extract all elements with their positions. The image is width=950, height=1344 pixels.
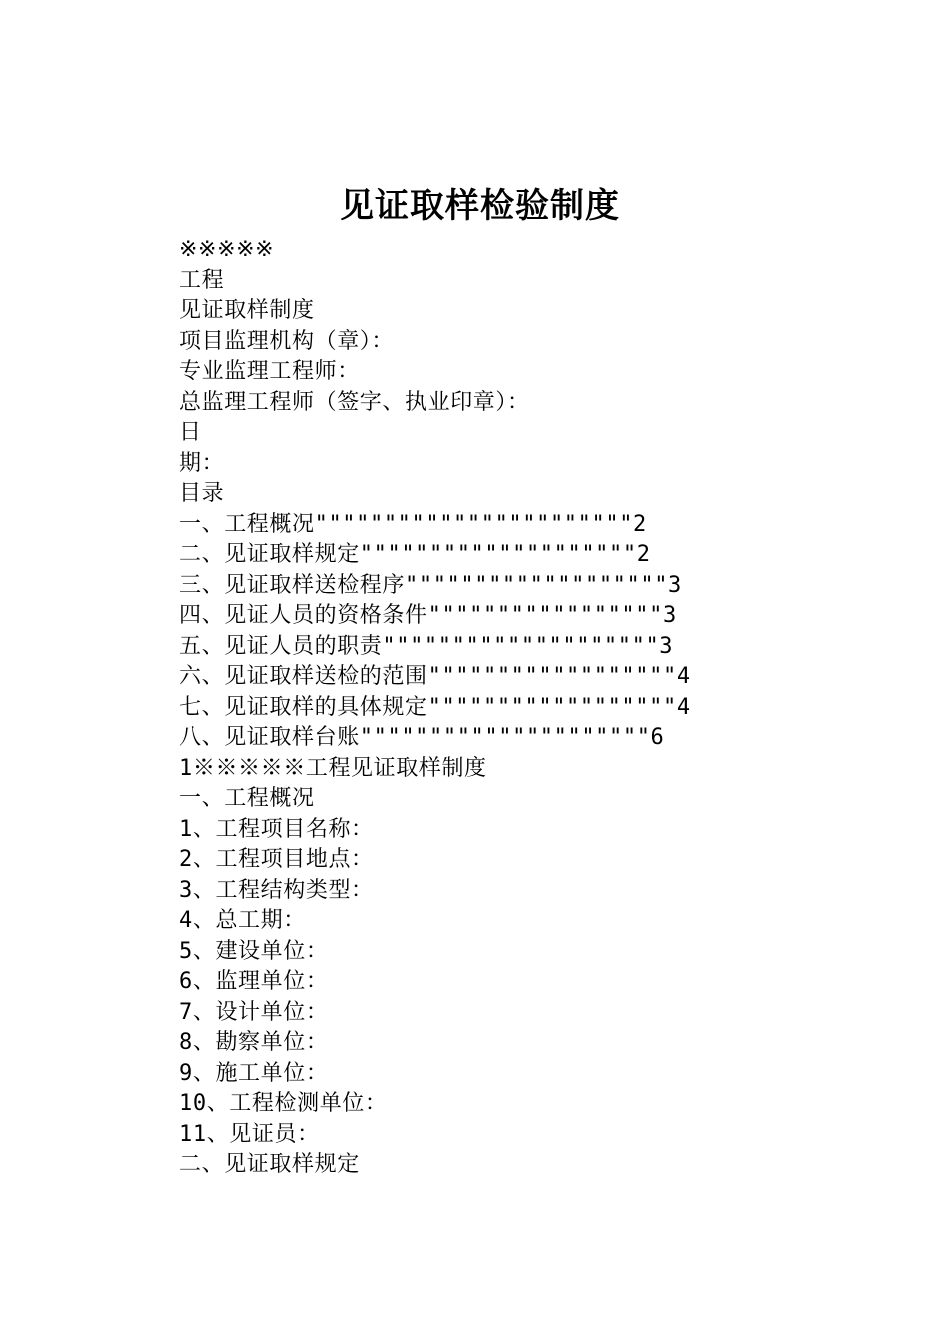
supervision-agency-field: 项目监理机构（章）： [179,328,395,354]
list-item: 4、总工期： [179,908,306,933]
list-item: 11、见证员： [179,1121,320,1147]
document-body [179,235,919,1181]
section-heading: 一、工程概况 [179,786,315,811]
list-item: 6、监理单位： [179,969,329,994]
toc-entry: 八、见证取样台账"""""""""""""""""""""6 [179,725,665,750]
toc-entry: 五、见证人员的职责""""""""""""""""""""3 [179,633,674,659]
list-item: 2、工程项目地点： [179,847,374,872]
date-label-part2: 期： [179,450,225,476]
list-item: 8、勘察单位： [179,1030,329,1055]
toc-entry: 四、见证人员的资格条件"""""""""""""""""3 [179,603,677,628]
list-item: 9、施工单位： [179,1060,329,1086]
list-item: 1、工程项目名称： [179,816,374,842]
toc-entry: 六、见证取样送检的范围""""""""""""""""""4 [179,664,691,689]
list-item: 5、建设单位： [179,938,329,964]
toc-entry: 三、见证取样送检程序"""""""""""""""""""3 [179,572,682,598]
chief-engineer-field: 总监理工程师（签字、执业印章）： [179,389,530,415]
subtitle: 见证取样制度 [179,298,315,323]
section-heading: 二、见证取样规定 [179,1152,360,1177]
list-item: 3、工程结构类型： [179,877,374,903]
toc-entry: 二、见证取样规定""""""""""""""""""""2 [179,542,651,567]
toc-entry: 一、工程概况"""""""""""""""""""""""2 [179,511,647,537]
list-item: 10、工程检测单位： [179,1091,388,1116]
date-label-part1: 日 [179,420,202,445]
header-symbols: ※※※※※ [179,237,275,262]
list-item: 7、设计单位： [179,999,329,1025]
professional-engineer-field: 专业监理工程师： [179,359,360,384]
project-label: 工程 [179,267,225,293]
toc-heading: 目录 [179,481,225,506]
toc-entry: 七、见证取样的具体规定""""""""""""""""""4 [179,694,691,720]
document-title: 见证取样检验制度 [340,186,620,226]
section-title: 1※※※※※工程见证取样制度 [179,755,487,781]
